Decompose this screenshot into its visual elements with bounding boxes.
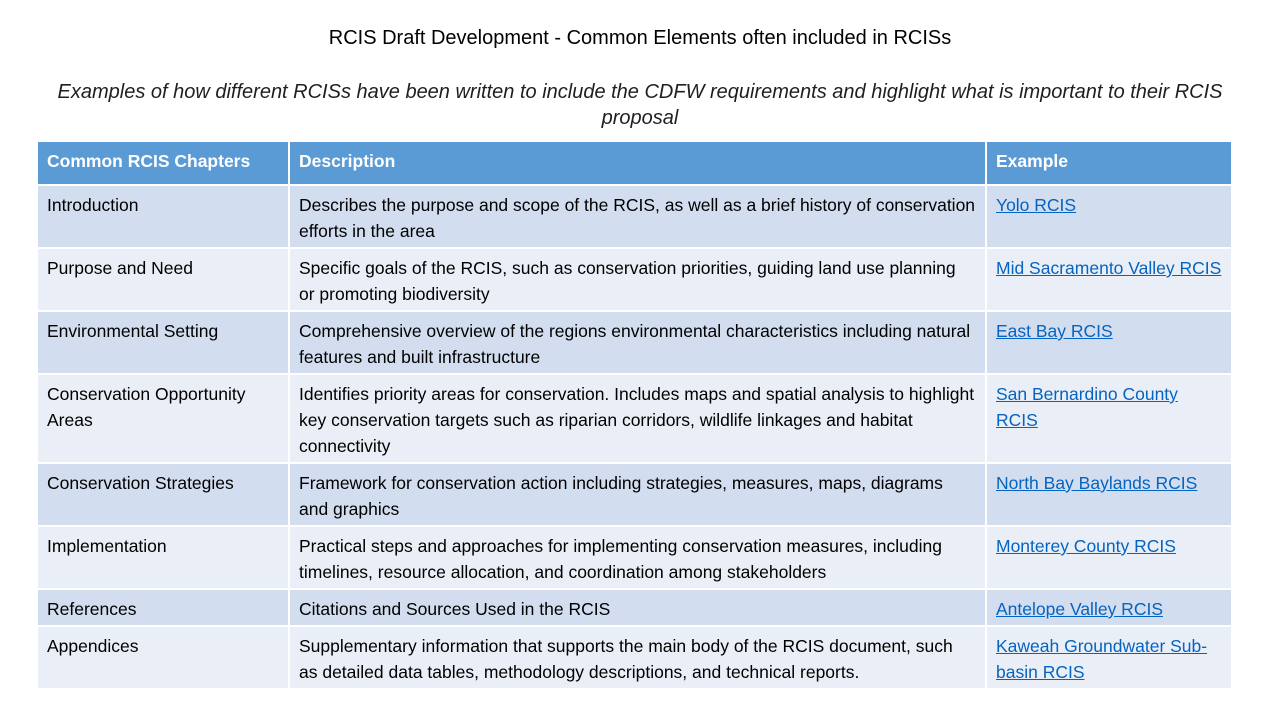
description-cell: Practical steps and approaches for implementing conservation measures, including timelines, resource allocation, and coordination among stakeholders bbox=[289, 526, 986, 589]
slide-subtitle: Examples of how different RCISs have been written to include the CDFW requirements and highlight what is important to their RCIS proposal bbox=[57, 81, 1223, 129]
example-cell bbox=[986, 626, 1231, 689]
chapter-cell: Purpose and Need bbox=[38, 248, 289, 311]
example-link-mid-sacramento-valley[interactable]: Mid Sacramento Valley RCIS bbox=[996, 258, 1222, 278]
column-header-chapters: Common RCIS Chapters bbox=[38, 142, 289, 185]
example-cell bbox=[986, 185, 1231, 248]
description-cell: Citations and Sources Used in the RCIS bbox=[289, 589, 986, 626]
description-cell: Specific goals of the RCIS, such as conservation priorities, guiding land use planning or promoting biodiversity bbox=[289, 248, 986, 311]
table-row bbox=[38, 374, 1231, 463]
example-link-monterey-county[interactable]: Monterey County RCIS bbox=[996, 536, 1176, 556]
table-row bbox=[38, 626, 1231, 689]
chapter-cell: Conservation Strategies bbox=[38, 463, 289, 526]
example-link-antelope-valley[interactable]: Antelope Valley RCIS bbox=[996, 599, 1163, 619]
table-row bbox=[38, 185, 1231, 248]
table-row bbox=[38, 589, 1231, 626]
example-cell bbox=[986, 374, 1231, 463]
example-link-yolo[interactable]: Yolo RCIS bbox=[996, 195, 1077, 215]
column-header-example: Example bbox=[986, 142, 1231, 185]
table-row bbox=[38, 311, 1231, 374]
chapter-cell: Appendices bbox=[38, 626, 289, 689]
example-link-san-bernardino-county[interactable]: San Bernardino County RCIS bbox=[996, 384, 1178, 430]
chapter-cell: Implementation bbox=[38, 526, 289, 589]
example-cell bbox=[986, 526, 1231, 589]
table-header-row bbox=[38, 142, 1231, 185]
example-link-kaweah-groundwater[interactable]: Kaweah Groundwater Sub-basin RCIS bbox=[996, 636, 1208, 682]
column-header-description: Description bbox=[289, 142, 986, 185]
chapter-cell: Environmental Setting bbox=[38, 311, 289, 374]
chapter-cell: Conservation Opportunity Areas bbox=[38, 374, 289, 463]
example-link-east-bay[interactable]: East Bay RCIS bbox=[996, 321, 1113, 341]
example-link-north-bay-baylands[interactable]: North Bay Baylands RCIS bbox=[996, 473, 1198, 493]
slide-title: RCIS Draft Development - Common Elements often included in RCISs bbox=[328, 27, 952, 49]
example-cell bbox=[986, 589, 1231, 626]
description-cell: Identifies priority areas for conservation. Includes maps and spatial analysis to highlight key conservation targets such as riparian corridors, wildlife linkages and habitat connectivity bbox=[289, 374, 986, 463]
rcis-chapters-table bbox=[38, 142, 1231, 690]
description-cell: Describes the purpose and scope of the RCIS, as well as a brief history of conservation efforts in the area bbox=[289, 185, 986, 248]
table-row bbox=[38, 463, 1231, 526]
table-row bbox=[38, 526, 1231, 589]
description-cell: Comprehensive overview of the regions environmental characteristics including natural features and built infrastructure bbox=[289, 311, 986, 374]
example-cell bbox=[986, 311, 1231, 374]
chapter-cell: References bbox=[38, 589, 289, 626]
table-row bbox=[38, 248, 1231, 311]
description-cell: Framework for conservation action including strategies, measures, maps, diagrams and graphics bbox=[289, 463, 986, 526]
description-cell: Supplementary information that supports the main body of the RCIS document, such as detailed data tables, methodology descriptions, and technical reports. bbox=[289, 626, 986, 689]
example-cell bbox=[986, 463, 1231, 526]
chapter-cell: Introduction bbox=[38, 185, 289, 248]
example-cell bbox=[986, 248, 1231, 311]
